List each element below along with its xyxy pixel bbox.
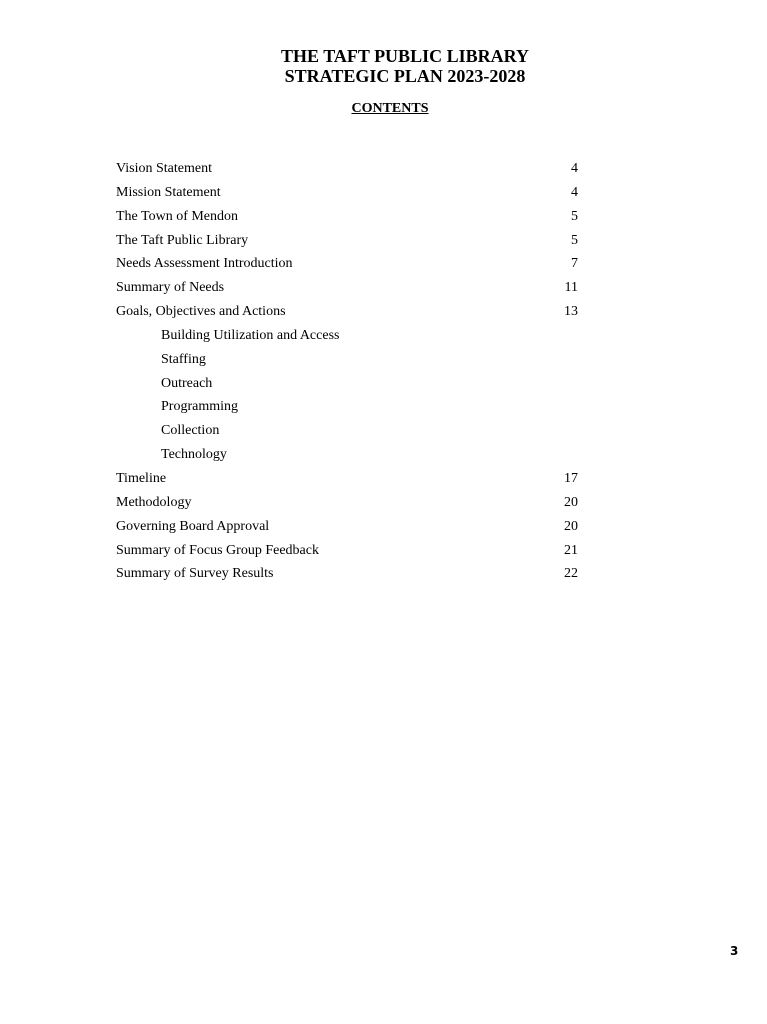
toc-entry-page: 17 bbox=[564, 470, 578, 486]
toc-entry[interactable] bbox=[116, 276, 586, 300]
toc-entry[interactable] bbox=[116, 181, 586, 205]
toc-entry-page: 11 bbox=[564, 280, 578, 296]
table-of-contents bbox=[116, 157, 586, 586]
toc-entry-label: Methodology bbox=[116, 494, 192, 510]
toc-entry[interactable] bbox=[116, 252, 586, 276]
toc-subentry-label: Staffing bbox=[161, 351, 206, 367]
toc-entry-page: 13 bbox=[564, 304, 578, 320]
toc-entry[interactable] bbox=[116, 467, 586, 491]
toc-entry[interactable] bbox=[116, 491, 586, 515]
toc-entry-label: The Town of Mendon bbox=[116, 208, 239, 224]
toc-entry-page: 5 bbox=[571, 208, 578, 224]
toc-subentry-label: Programming bbox=[161, 399, 238, 415]
toc-subentry-label: Collection bbox=[161, 423, 220, 439]
toc-entry-page: 21 bbox=[564, 542, 578, 558]
page-number: 3 bbox=[730, 944, 739, 958]
toc-entry-label: The Taft Public Library bbox=[116, 232, 249, 248]
toc-subentry[interactable] bbox=[116, 372, 586, 396]
toc-entry[interactable] bbox=[116, 229, 586, 253]
toc-subentry[interactable] bbox=[116, 348, 586, 372]
toc-entry-page: 4 bbox=[571, 184, 578, 200]
toc-subentry-label: Building Utilization and Access bbox=[161, 327, 340, 343]
document-title-line-1: THE TAFT PUBLIC LIBRARY bbox=[281, 46, 529, 66]
toc-entry-label: Vision Statement bbox=[116, 161, 212, 176]
toc-entry-label: Summary of Survey Results bbox=[116, 566, 274, 582]
toc-entry[interactable] bbox=[116, 205, 586, 229]
document-title-line-2: STRATEGIC PLAN 2023-2028 bbox=[284, 66, 526, 86]
toc-entry[interactable] bbox=[116, 539, 586, 563]
toc-entry[interactable] bbox=[116, 562, 586, 586]
toc-entry-label: Needs Assessment Introduction bbox=[116, 256, 293, 272]
toc-entry-page: 20 bbox=[564, 494, 578, 510]
toc-entry-label: Summary of Focus Group Feedback bbox=[116, 542, 319, 558]
toc-entry-page: 7 bbox=[571, 256, 578, 272]
toc-entry-label: Governing Board Approval bbox=[116, 518, 270, 534]
toc-entry-label: Timeline bbox=[116, 470, 167, 486]
toc-entry[interactable] bbox=[116, 515, 586, 539]
toc-entry-label: Summary of Needs bbox=[116, 280, 225, 296]
toc-entry-page: 20 bbox=[564, 518, 578, 534]
toc-entry[interactable] bbox=[116, 157, 586, 181]
toc-entry-page: 5 bbox=[571, 232, 578, 248]
toc-subentry[interactable] bbox=[116, 395, 586, 419]
toc-subentry[interactable] bbox=[116, 443, 586, 467]
toc-subentry-label: Outreach bbox=[161, 375, 213, 391]
toc-subentry-label: Technology bbox=[161, 447, 227, 463]
toc-entry-page: 4 bbox=[571, 161, 578, 176]
toc-entry-label: Mission Statement bbox=[116, 184, 221, 200]
toc-subentry[interactable] bbox=[116, 419, 586, 443]
toc-entry-label: Goals, Objectives and Actions bbox=[116, 304, 286, 320]
toc-entry-page: 22 bbox=[564, 566, 578, 582]
contents-heading: CONTENTS bbox=[351, 101, 429, 116]
toc-subentry[interactable] bbox=[116, 324, 586, 348]
toc-entry[interactable] bbox=[116, 300, 586, 324]
